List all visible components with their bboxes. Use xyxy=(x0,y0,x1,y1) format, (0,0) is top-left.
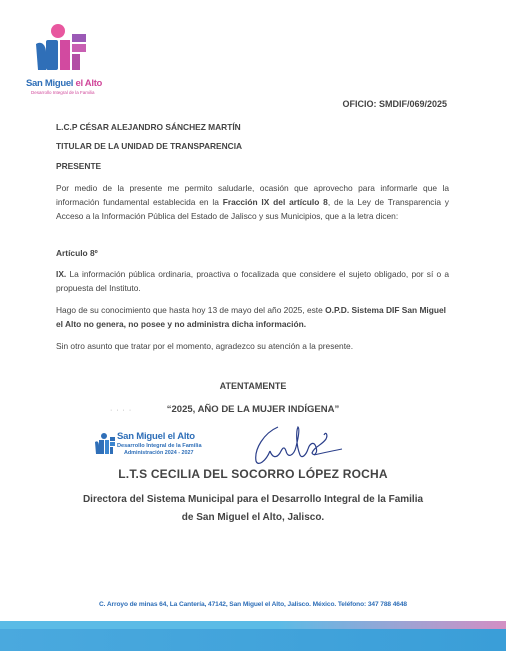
dif-logo-icon xyxy=(36,22,88,74)
year-motto: “2025, AÑO DE LA MUJER INDÍGENA” xyxy=(166,404,340,415)
stamp-line2: Administración 2024 - 2027 xyxy=(124,450,194,456)
footer-band-gradient xyxy=(0,621,506,629)
intro-text-a: Por medio de la presente me permito saludarle, ocasión que aprovecho para informarle que la información fundamental establecida en la xyxy=(56,183,449,207)
paragraph-intro xyxy=(56,181,449,223)
signer-role-line1: Directora del Sistema Municipal para el Desarrollo Integral de la Familia xyxy=(82,494,424,505)
oficio-number: OFICIO: SMDIF/069/2025 xyxy=(342,99,447,109)
logo-tagline: Desarrollo Integral de la Familia xyxy=(31,90,95,95)
paragraph-fraction xyxy=(56,267,449,295)
paragraph-closing: Sin otro asunto que tratar por el momento, agradezco su atención a la presente. xyxy=(56,341,354,351)
dif-stamp xyxy=(95,430,225,460)
articulo-heading: Artículo 8º xyxy=(56,248,98,258)
signature-dots: · · · · xyxy=(110,407,133,414)
logo-name-part2: el Alto xyxy=(75,78,103,89)
notice-text: Hago de su conocimiento que hasta hoy 13 de mayo del año 2025, este xyxy=(56,305,326,315)
stamp-logo-icon xyxy=(95,432,115,456)
fraction-number: IX. xyxy=(56,269,67,279)
recipient-name: L.C.P CÉSAR ALEJANDRO SÁNCHEZ MARTÍN xyxy=(56,122,241,132)
paragraph-notice xyxy=(56,303,449,331)
intro-text-c: , de la Ley de Transparencia y Acceso a la Información Pública del Estado de Jalisco y sus Municipios, que a la letra dicen: xyxy=(56,197,449,221)
intro-text-bold: Fracción IX del artículo 8 xyxy=(222,197,328,207)
atentamente-label: ATENTAMENTE xyxy=(219,381,287,391)
footer-address: C. Arroyo de minas 64, La Cantería, 47142, San Miguel el Alto, Jalisco. México. Teléfono: 347 788 4648 xyxy=(98,601,407,608)
footer-band xyxy=(0,621,506,651)
signer-name: L.T.S CECILIA DEL SOCORRO LÓPEZ ROCHA xyxy=(118,467,388,481)
logo-wordmark xyxy=(26,78,106,89)
signer-role-line2: de San Miguel el Alto, Jalisco. xyxy=(181,512,325,523)
handwritten-signature xyxy=(244,421,344,471)
stamp-title: San Miguel el Alto xyxy=(117,431,195,442)
stamp-line1: Desarrollo Integral de la Familia xyxy=(117,443,202,449)
logo-name-part1: San Miguel xyxy=(26,78,76,89)
fraction-text: La información pública ordinaria, proactiva o focalizada que considere el sujeto obligado, por sí o a propuesta del Instituto. xyxy=(56,269,449,293)
recipient-title: TITULAR DE LA UNIDAD DE TRANSPARENCIA xyxy=(56,141,243,151)
footer-band-solid xyxy=(0,629,506,651)
notice-text-bold: O.P.D. Sistema DIF San Miguel el Alto no genera, no posee y no administra dicha información. xyxy=(56,305,446,329)
presente-label: PRESENTE xyxy=(56,161,102,171)
